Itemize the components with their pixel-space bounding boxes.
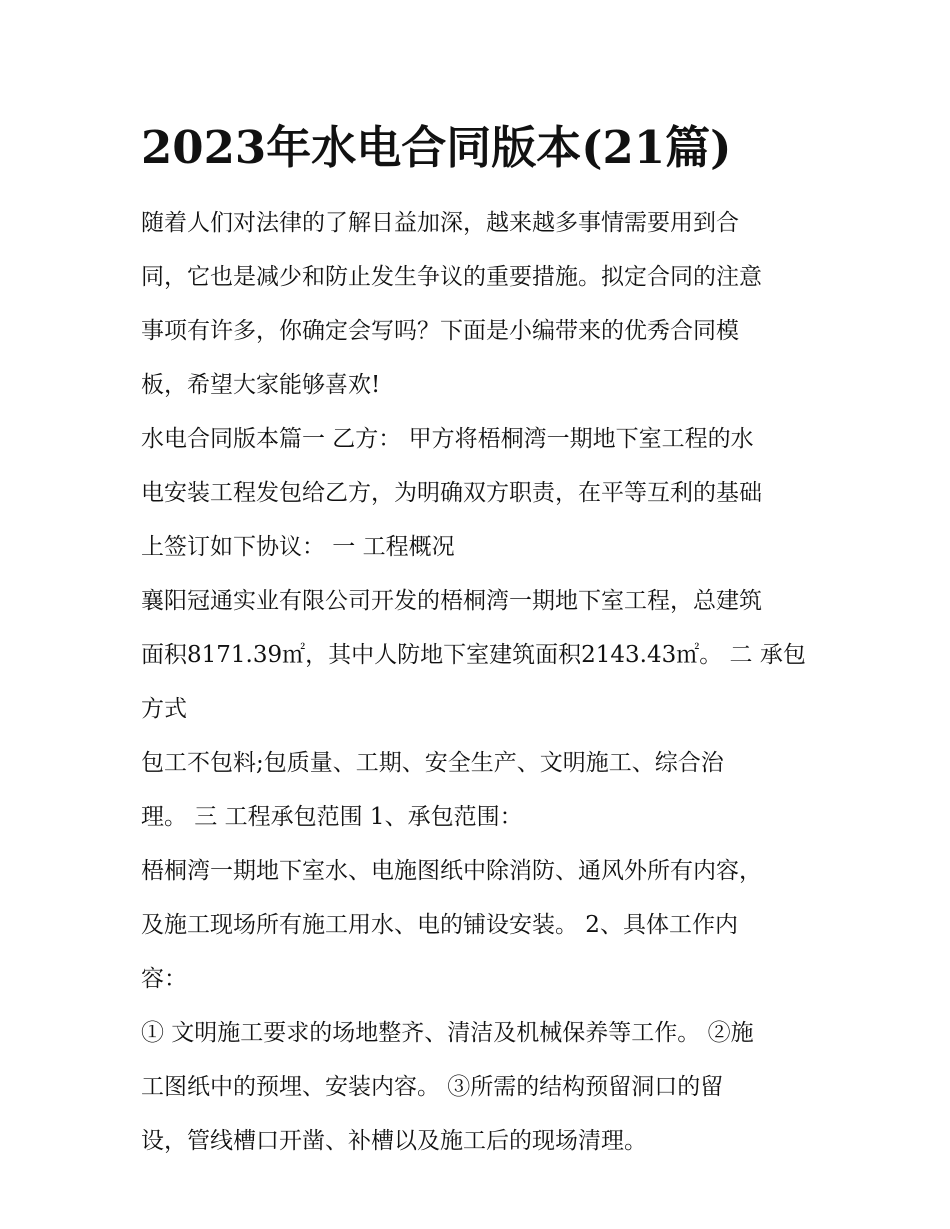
text-line: 包工不包料;包质量、工期、安全生产、文明施工、综合治 [141,750,724,776]
text-line: 面积8171.39㎡，其中人防地下室建筑面积2143.43㎡。 二 承包 [141,642,806,668]
text-line: 电安装工程发包给乙方，为明确双方职责，在平等互利的基础 [141,480,762,506]
text-line: 板，希望大家能够喜欢! [141,372,381,398]
document-body [141,196,831,1168]
text-line: 工图纸中的预埋、安装内容。 ③所需的结构预留洞口的留 [141,1074,724,1100]
text-line: 水电合同版本篇一 乙方： 甲方将梧桐湾一期地下室工程的水 [141,426,754,452]
text-line: 梧桐湾一期地下室水、电施图纸中除消防、通风外所有内容， [141,858,762,884]
text-line: 方式 [141,696,187,722]
document-title: 2023年水电合同版本(21篇) [141,121,732,174]
text-line: 襄阳冠通实业有限公司开发的梧桐湾一期地下室工程，总建筑 [141,588,762,614]
text-line: ① 文明施工要求的场地整齐、清洁及机械保养等工作。 ②施 [141,1020,754,1046]
text-line: 理。 三 工程承包范围 1、承包范围： [141,804,523,830]
text-line: 上签订如下协议： 一 工程概况 [141,534,455,560]
text-line: 随着人们对法律的了解日益加深，越来越多事情需要用到合 [141,210,739,236]
text-line: 及施工现场所有施工用水、电的铺设安装。 2、具体工作内 [141,912,738,938]
text-line: 事项有许多，你确定会写吗？下面是小编带来的优秀合同模 [141,318,739,344]
text-line: 容： [141,966,187,992]
text-line: 同，它也是减少和防止发生争议的重要措施。拟定合同的注意 [141,264,762,290]
text-line: 设，管线槽口开凿、补槽以及施工后的现场清理。 [141,1128,647,1154]
